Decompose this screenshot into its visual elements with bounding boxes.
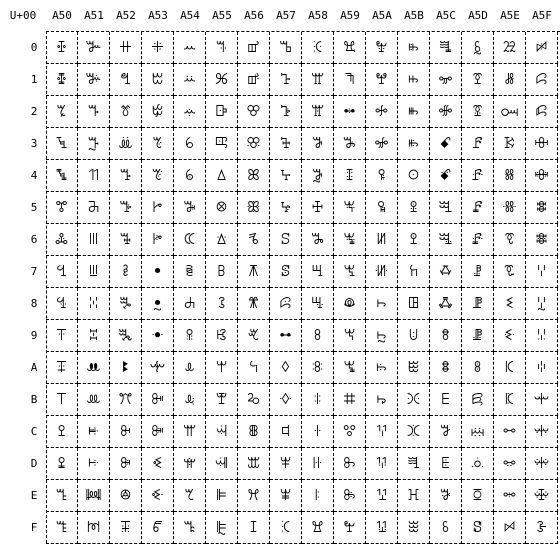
glyph-cell: ꔓ <box>78 128 110 160</box>
glyph-cell: ꖺ <box>398 352 430 384</box>
glyph-cell: ꕦ <box>238 224 270 256</box>
glyph-cell: ꔅ <box>46 192 78 224</box>
glyph-cell: ꗎ <box>430 480 462 512</box>
glyph-cell: ꕻ <box>270 384 302 416</box>
glyph-cell: ꗥ <box>494 192 526 224</box>
glyph-cell: ꖡ <box>366 64 398 96</box>
glyph-cell: ꔢ <box>110 96 142 128</box>
glyph-cell: ꖚ <box>334 352 366 384</box>
glyph-cell: ꕓ <box>206 128 238 160</box>
glyph-cell: ꕊ <box>174 352 206 384</box>
glyph-cell: ꖰ <box>398 32 430 64</box>
glyph-cell: ꖕ <box>334 192 366 224</box>
glyph-cell: ꕞ <box>206 480 238 512</box>
glyph-cell: ꖢ <box>366 96 398 128</box>
glyph-cell: ꗽ <box>526 448 558 480</box>
glyph-cell: ꔲ <box>142 96 174 128</box>
glyph-cell: ꔍ <box>46 448 78 480</box>
glyph-cell: ꖌ <box>302 416 334 448</box>
glyph-cell: ꔂ <box>46 96 78 128</box>
glyph-cell: ꕼ <box>270 416 302 448</box>
glyph-cell: ꖇ <box>302 256 334 288</box>
glyph-cell: ꖝ <box>334 448 366 480</box>
glyph-cell: ꔮ <box>110 480 142 512</box>
glyph-cell: ꕛ <box>206 384 238 416</box>
glyph-cell: ꕳ <box>270 128 302 160</box>
glyph-cell: ꕱ <box>270 64 302 96</box>
glyph-cell: ꕨ <box>238 288 270 320</box>
column-header: A57 <box>276 9 296 22</box>
glyph-cell: ꕜ <box>206 416 238 448</box>
glyph-cell: ꗋ <box>430 384 462 416</box>
column-header: A5C <box>436 9 456 22</box>
glyph-cell: ꖹ <box>398 320 430 352</box>
column-header: A50 <box>52 9 72 22</box>
glyph-cell: ꗉ <box>430 320 462 352</box>
column-header: A5D <box>468 9 488 22</box>
column-header: A5A <box>372 9 392 22</box>
column-header: A5E <box>500 9 520 22</box>
glyph-cell: ꗣ <box>494 128 526 160</box>
glyph-cell: ꗦ <box>494 224 526 256</box>
glyph-cell: ꔪ <box>110 352 142 384</box>
glyph-cell: ꕇ <box>174 256 206 288</box>
glyph-cell: ꖣ <box>366 128 398 160</box>
glyph-cell: ꗈ <box>430 288 462 320</box>
glyph-cell: ꔻ <box>142 384 174 416</box>
glyph-cell: ꔃ <box>46 128 78 160</box>
glyph-cell: ꕑ <box>206 64 238 96</box>
glyph-cell: ꗛ <box>462 384 494 416</box>
glyph-cell: ꕾ <box>270 480 302 512</box>
glyph-cell: ꔙ <box>78 320 110 352</box>
glyph-cell: ꗧ <box>494 256 526 288</box>
glyph-cell: ꕕ <box>206 192 238 224</box>
glyph-cell: ꔀ <box>46 32 78 64</box>
glyph-cell: ꗬ <box>494 416 526 448</box>
glyph-cell: ꔩ <box>110 320 142 352</box>
glyph-cell: ꖩ <box>366 320 398 352</box>
glyph-cell: ꔱ <box>142 64 174 96</box>
glyph-cell: ꗖ <box>462 224 494 256</box>
glyph-cell: ꔶ <box>142 224 174 256</box>
glyph-cell: ꗶ <box>526 224 558 256</box>
glyph-cell: ꔔ <box>78 160 110 192</box>
glyph-cell: ꗰ <box>526 32 558 64</box>
glyph-cell: ꗚ <box>462 352 494 384</box>
glyph-cell: ꔌ <box>46 416 78 448</box>
glyph-cell: ꖴ <box>398 160 430 192</box>
glyph-cell: ꖏ <box>302 512 334 544</box>
glyph-cell: ꕲ <box>270 96 302 128</box>
glyph-cell: ꕙ <box>206 320 238 352</box>
glyph-cell: ꗷ <box>526 256 558 288</box>
glyph-cell: ꕒ <box>206 96 238 128</box>
glyph-cell: ꕈ <box>174 288 206 320</box>
glyph-cell: ꕫ <box>238 384 270 416</box>
glyph-cell: ꔚ <box>78 352 110 384</box>
glyph-cell: ꔘ <box>78 288 110 320</box>
glyph-cell: ꗢ <box>494 96 526 128</box>
glyph-cell: ꖷ <box>398 256 430 288</box>
glyph-cell: ꕩ <box>238 320 270 352</box>
glyph-cell: ꗜ <box>462 416 494 448</box>
glyph-cell: ꗮ <box>494 480 526 512</box>
row-label: B <box>30 393 38 406</box>
glyph-cell: ꔕ <box>78 192 110 224</box>
glyph-cell: ꔇ <box>46 256 78 288</box>
column-header: A51 <box>84 9 104 22</box>
glyph-cell: ꗝ <box>462 448 494 480</box>
glyph-cell: ꕶ <box>270 224 302 256</box>
column-header: A53 <box>148 9 168 22</box>
glyph-cell: ꗭ <box>494 448 526 480</box>
glyph-cell: ꔸ <box>142 288 174 320</box>
glyph-cell: ꖁ <box>302 64 334 96</box>
glyph-cell: ꖑ <box>334 64 366 96</box>
glyph-cell: ꖯ <box>366 512 398 544</box>
glyph-cell: ꖛ <box>334 384 366 416</box>
glyph-cell: ꗑ <box>462 64 494 96</box>
glyph-cell: ꕌ <box>174 416 206 448</box>
glyph-cell: ꗓ <box>462 128 494 160</box>
glyph-cell: ꕵ <box>270 192 302 224</box>
glyph-cell: ꕣ <box>238 128 270 160</box>
row-label: 0 <box>30 41 38 54</box>
row-label: 7 <box>30 265 38 278</box>
glyph-cell: ꗕ <box>462 192 494 224</box>
glyph-cell: ꖶ <box>398 224 430 256</box>
glyph-cell: ꖂ <box>302 96 334 128</box>
glyph-cell: ꗫ <box>494 384 526 416</box>
glyph-cell: ꖾ <box>398 480 430 512</box>
glyph-cell: ꖍ <box>302 448 334 480</box>
glyph-cell: ꔳ <box>142 128 174 160</box>
glyph-cell: ꔠ <box>110 32 142 64</box>
glyph-cell: ꖘ <box>334 288 366 320</box>
glyph-cell: ꕰ <box>270 32 302 64</box>
glyph-cell: ꔾ <box>142 480 174 512</box>
glyph-cell: ꗁ <box>430 64 462 96</box>
glyph-cell: ꔛ <box>78 384 110 416</box>
glyph-cell: ꗆ <box>430 224 462 256</box>
glyph-cell: ꖪ <box>366 352 398 384</box>
glyph-cell: ꔽ <box>142 448 174 480</box>
glyph-cell: ꗀ <box>430 32 462 64</box>
glyph-cell: ꔉ <box>46 320 78 352</box>
glyph-cell: ꖟ <box>334 512 366 544</box>
row-label: 3 <box>30 137 38 150</box>
glyph-cell: ꕖ <box>206 224 238 256</box>
glyph-cell: ꔷ <box>142 256 174 288</box>
glyph-cell: ꗲ <box>526 96 558 128</box>
row-label: 2 <box>30 105 38 118</box>
glyph-cell: ꔼ <box>142 416 174 448</box>
glyph-cell: ꖉ <box>302 320 334 352</box>
glyph-cell: ꕽ <box>270 448 302 480</box>
glyph-cell: ꕯ <box>238 512 270 544</box>
glyph-cell: ꔒ <box>78 96 110 128</box>
glyph-cell: ꗍ <box>430 448 462 480</box>
glyph-cell: ꔭ <box>110 448 142 480</box>
glyph-cell: ꕢ <box>238 96 270 128</box>
glyph-cell: ꔋ <box>46 384 78 416</box>
row-label: 5 <box>30 201 38 214</box>
glyph-cell: ꗿ <box>526 512 558 544</box>
glyph-cell: ꔴ <box>142 160 174 192</box>
glyph-cell: ꕠ <box>238 32 270 64</box>
row-label: F <box>30 521 38 534</box>
glyph-cell: ꔈ <box>46 288 78 320</box>
glyph-cell: ꖄ <box>302 160 334 192</box>
glyph-cell: ꖗ <box>334 256 366 288</box>
glyph-cell: ꖮ <box>366 480 398 512</box>
glyph-cell: ꖐ <box>334 32 366 64</box>
glyph-cell: ꔦ <box>110 224 142 256</box>
glyph-cell: ꕅ <box>174 192 206 224</box>
glyph-cell: ꗪ <box>494 352 526 384</box>
glyph-cell: ꕧ <box>238 256 270 288</box>
glyph-cell: ꔏ <box>46 512 78 544</box>
row-label: 4 <box>30 169 38 182</box>
row-label: 6 <box>30 233 38 246</box>
glyph-cell: ꖊ <box>302 352 334 384</box>
glyph-cell: ꗾ <box>526 480 558 512</box>
glyph-cell: ꗨ <box>494 288 526 320</box>
glyph-cell: ꖼ <box>398 416 430 448</box>
glyph-cell: ꗘ <box>462 288 494 320</box>
glyph-cell: ꔊ <box>46 352 78 384</box>
glyph-cell: ꔯ <box>110 512 142 544</box>
glyph-cell: ꗼ <box>526 416 558 448</box>
glyph-cell: ꖸ <box>398 288 430 320</box>
glyph-cell: ꗏ <box>430 512 462 544</box>
glyph-cell: ꗊ <box>430 352 462 384</box>
glyph-cell: ꗴ <box>526 160 558 192</box>
glyph-cell: ꔺ <box>142 352 174 384</box>
glyph-cell: ꗤ <box>494 160 526 192</box>
glyph-cell: ꕗ <box>206 256 238 288</box>
glyph-cell: ꔤ <box>110 160 142 192</box>
glyph-cell: ꖎ <box>302 480 334 512</box>
glyph-cell: ꖿ <box>398 512 430 544</box>
glyph-cell: ꕐ <box>206 32 238 64</box>
glyph-cell: ꗠ <box>494 32 526 64</box>
glyph-cell: ꖞ <box>334 480 366 512</box>
row-label: 9 <box>30 329 38 342</box>
glyph-cell: ꔫ <box>110 384 142 416</box>
column-header: A55 <box>212 9 232 22</box>
column-header: A54 <box>180 9 200 22</box>
glyph-cell: ꗃ <box>430 128 462 160</box>
glyph-cell: ꔬ <box>110 416 142 448</box>
glyph-cell: ꔿ <box>142 512 174 544</box>
glyph-cell: ꖱ <box>398 64 430 96</box>
glyph-cell: ꖻ <box>398 384 430 416</box>
glyph-cell: ꖋ <box>302 384 334 416</box>
glyph-cell: ꔗ <box>78 256 110 288</box>
glyph-cell: ꔟ <box>78 512 110 544</box>
glyph-cell: ꔜ <box>78 416 110 448</box>
glyph-cell: ꖦ <box>366 224 398 256</box>
glyph-cell: ꕂ <box>174 96 206 128</box>
glyph-cell: ꔵ <box>142 192 174 224</box>
glyph-cell: ꕤ <box>238 160 270 192</box>
glyph-cell: ꖥ <box>366 192 398 224</box>
glyph-cell: ꔝ <box>78 448 110 480</box>
glyph-cell: ꔆ <box>46 224 78 256</box>
glyph-cell: ꗱ <box>526 64 558 96</box>
glyph-cell: ꗹ <box>526 320 558 352</box>
glyph-cell: ꗳ <box>526 128 558 160</box>
glyph-cell: ꔖ <box>78 224 110 256</box>
glyph-cell: ꖜ <box>334 416 366 448</box>
glyph-cell: ꗯ <box>494 512 526 544</box>
glyph-cell: ꕃ <box>174 128 206 160</box>
glyph-cell: ꕴ <box>270 160 302 192</box>
glyph-cell: ꕀ <box>174 32 206 64</box>
column-header: A56 <box>244 9 264 22</box>
glyph-cell: ꖨ <box>366 288 398 320</box>
glyph-cell: ꔐ <box>78 32 110 64</box>
glyph-cell: ꕍ <box>174 448 206 480</box>
glyph-cell: ꗅ <box>430 192 462 224</box>
glyph-cell: ꗄ <box>430 160 462 192</box>
glyph-cell: ꗇ <box>430 256 462 288</box>
glyph-cell: ꔁ <box>46 64 78 96</box>
glyph-cell: ꔹ <box>142 320 174 352</box>
glyph-cell: ꕪ <box>238 352 270 384</box>
glyph-cell: ꖲ <box>398 96 430 128</box>
row-label: C <box>30 425 38 438</box>
glyph-cell: ꖈ <box>302 288 334 320</box>
glyph-cell: ꗟ <box>462 512 494 544</box>
glyph-cell: ꗺ <box>526 352 558 384</box>
glyph-cell: ꗞ <box>462 480 494 512</box>
glyph-cell: ꗐ <box>462 32 494 64</box>
glyph-cell: ꕬ <box>238 416 270 448</box>
glyph-cell: ꖠ <box>366 32 398 64</box>
glyph-cell: ꕏ <box>174 512 206 544</box>
glyph-cell: ꕄ <box>174 160 206 192</box>
row-label: 1 <box>30 73 38 86</box>
glyph-cell: ꔞ <box>78 480 110 512</box>
glyph-cell: ꖖ <box>334 224 366 256</box>
glyph-cell: ꖆ <box>302 224 334 256</box>
glyph-cell: ꖔ <box>334 160 366 192</box>
column-header: A59 <box>340 9 360 22</box>
glyph-cell: ꗗ <box>462 256 494 288</box>
column-header: A52 <box>116 9 136 22</box>
glyph-cell: ꔧ <box>110 256 142 288</box>
column-header: A58 <box>308 9 328 22</box>
glyph-cell: ꔡ <box>110 64 142 96</box>
glyph-cell: ꕋ <box>174 384 206 416</box>
corner-label: U+00 <box>9 9 37 22</box>
glyph-cell: ꕹ <box>270 320 302 352</box>
glyph-cell: ꕝ <box>206 448 238 480</box>
column-header: A5F <box>532 9 552 22</box>
glyph-cell: ꖒ <box>334 96 366 128</box>
column-header: A5B <box>404 9 424 22</box>
glyph-cell: ꔑ <box>78 64 110 96</box>
glyph-cell: ꕷ <box>270 256 302 288</box>
glyph-cell: ꗸ <box>526 288 558 320</box>
glyph-cell: ꕔ <box>206 160 238 192</box>
glyph-cell: ꕁ <box>174 64 206 96</box>
glyph-cell: ꗻ <box>526 384 558 416</box>
glyph-cell: ꔄ <box>46 160 78 192</box>
glyph-cell: ꕉ <box>174 320 206 352</box>
glyph-cell: ꖤ <box>366 160 398 192</box>
glyph-cell: ꔥ <box>110 192 142 224</box>
glyph-cell: ꕥ <box>238 192 270 224</box>
glyph-cell: ꕚ <box>206 352 238 384</box>
glyph-cell: ꗡ <box>494 64 526 96</box>
glyph-cell: ꕆ <box>174 224 206 256</box>
glyph-cell: ꖀ <box>302 32 334 64</box>
glyph-cell: ꖳ <box>398 128 430 160</box>
glyph-cell: ꕭ <box>238 448 270 480</box>
glyph-cell: ꗒ <box>462 96 494 128</box>
glyph-cell: ꔣ <box>110 128 142 160</box>
glyph-cell: ꗌ <box>430 416 462 448</box>
row-label: E <box>30 489 38 502</box>
glyph-cell: ꖅ <box>302 192 334 224</box>
glyph-cell: ꕿ <box>270 512 302 544</box>
glyph-cell: ꖬ <box>366 416 398 448</box>
glyph-cell: ꕸ <box>270 288 302 320</box>
glyph-cell: ꕘ <box>206 288 238 320</box>
glyph-cell: ꗩ <box>494 320 526 352</box>
glyph-cell: ꗂ <box>430 96 462 128</box>
glyph-cell: ꗵ <box>526 192 558 224</box>
glyph-cell: ꔎ <box>46 480 78 512</box>
glyph-cell: ꔨ <box>110 288 142 320</box>
row-label: A <box>30 361 38 374</box>
glyph-cell: ꕡ <box>238 64 270 96</box>
glyph-cell: ꖫ <box>366 384 398 416</box>
glyph-cell: ꕎ <box>174 480 206 512</box>
glyph-cell: ꖭ <box>366 448 398 480</box>
row-label: D <box>30 457 38 470</box>
glyph-cell: ꗔ <box>462 160 494 192</box>
row-label: 8 <box>30 297 38 310</box>
glyph-cell: ꕺ <box>270 352 302 384</box>
glyph-cell: ꗙ <box>462 320 494 352</box>
glyph-cell: ꕟ <box>206 512 238 544</box>
glyph-cell: ꕮ <box>238 480 270 512</box>
glyph-cell: ꖙ <box>334 320 366 352</box>
glyph-cell: ꖽ <box>398 448 430 480</box>
glyph-cell: ꖓ <box>334 128 366 160</box>
glyph-cell: ꖵ <box>398 192 430 224</box>
glyph-cell: ꖃ <box>302 128 334 160</box>
glyph-cell: ꔰ <box>142 32 174 64</box>
glyph-cell: ꖧ <box>366 256 398 288</box>
